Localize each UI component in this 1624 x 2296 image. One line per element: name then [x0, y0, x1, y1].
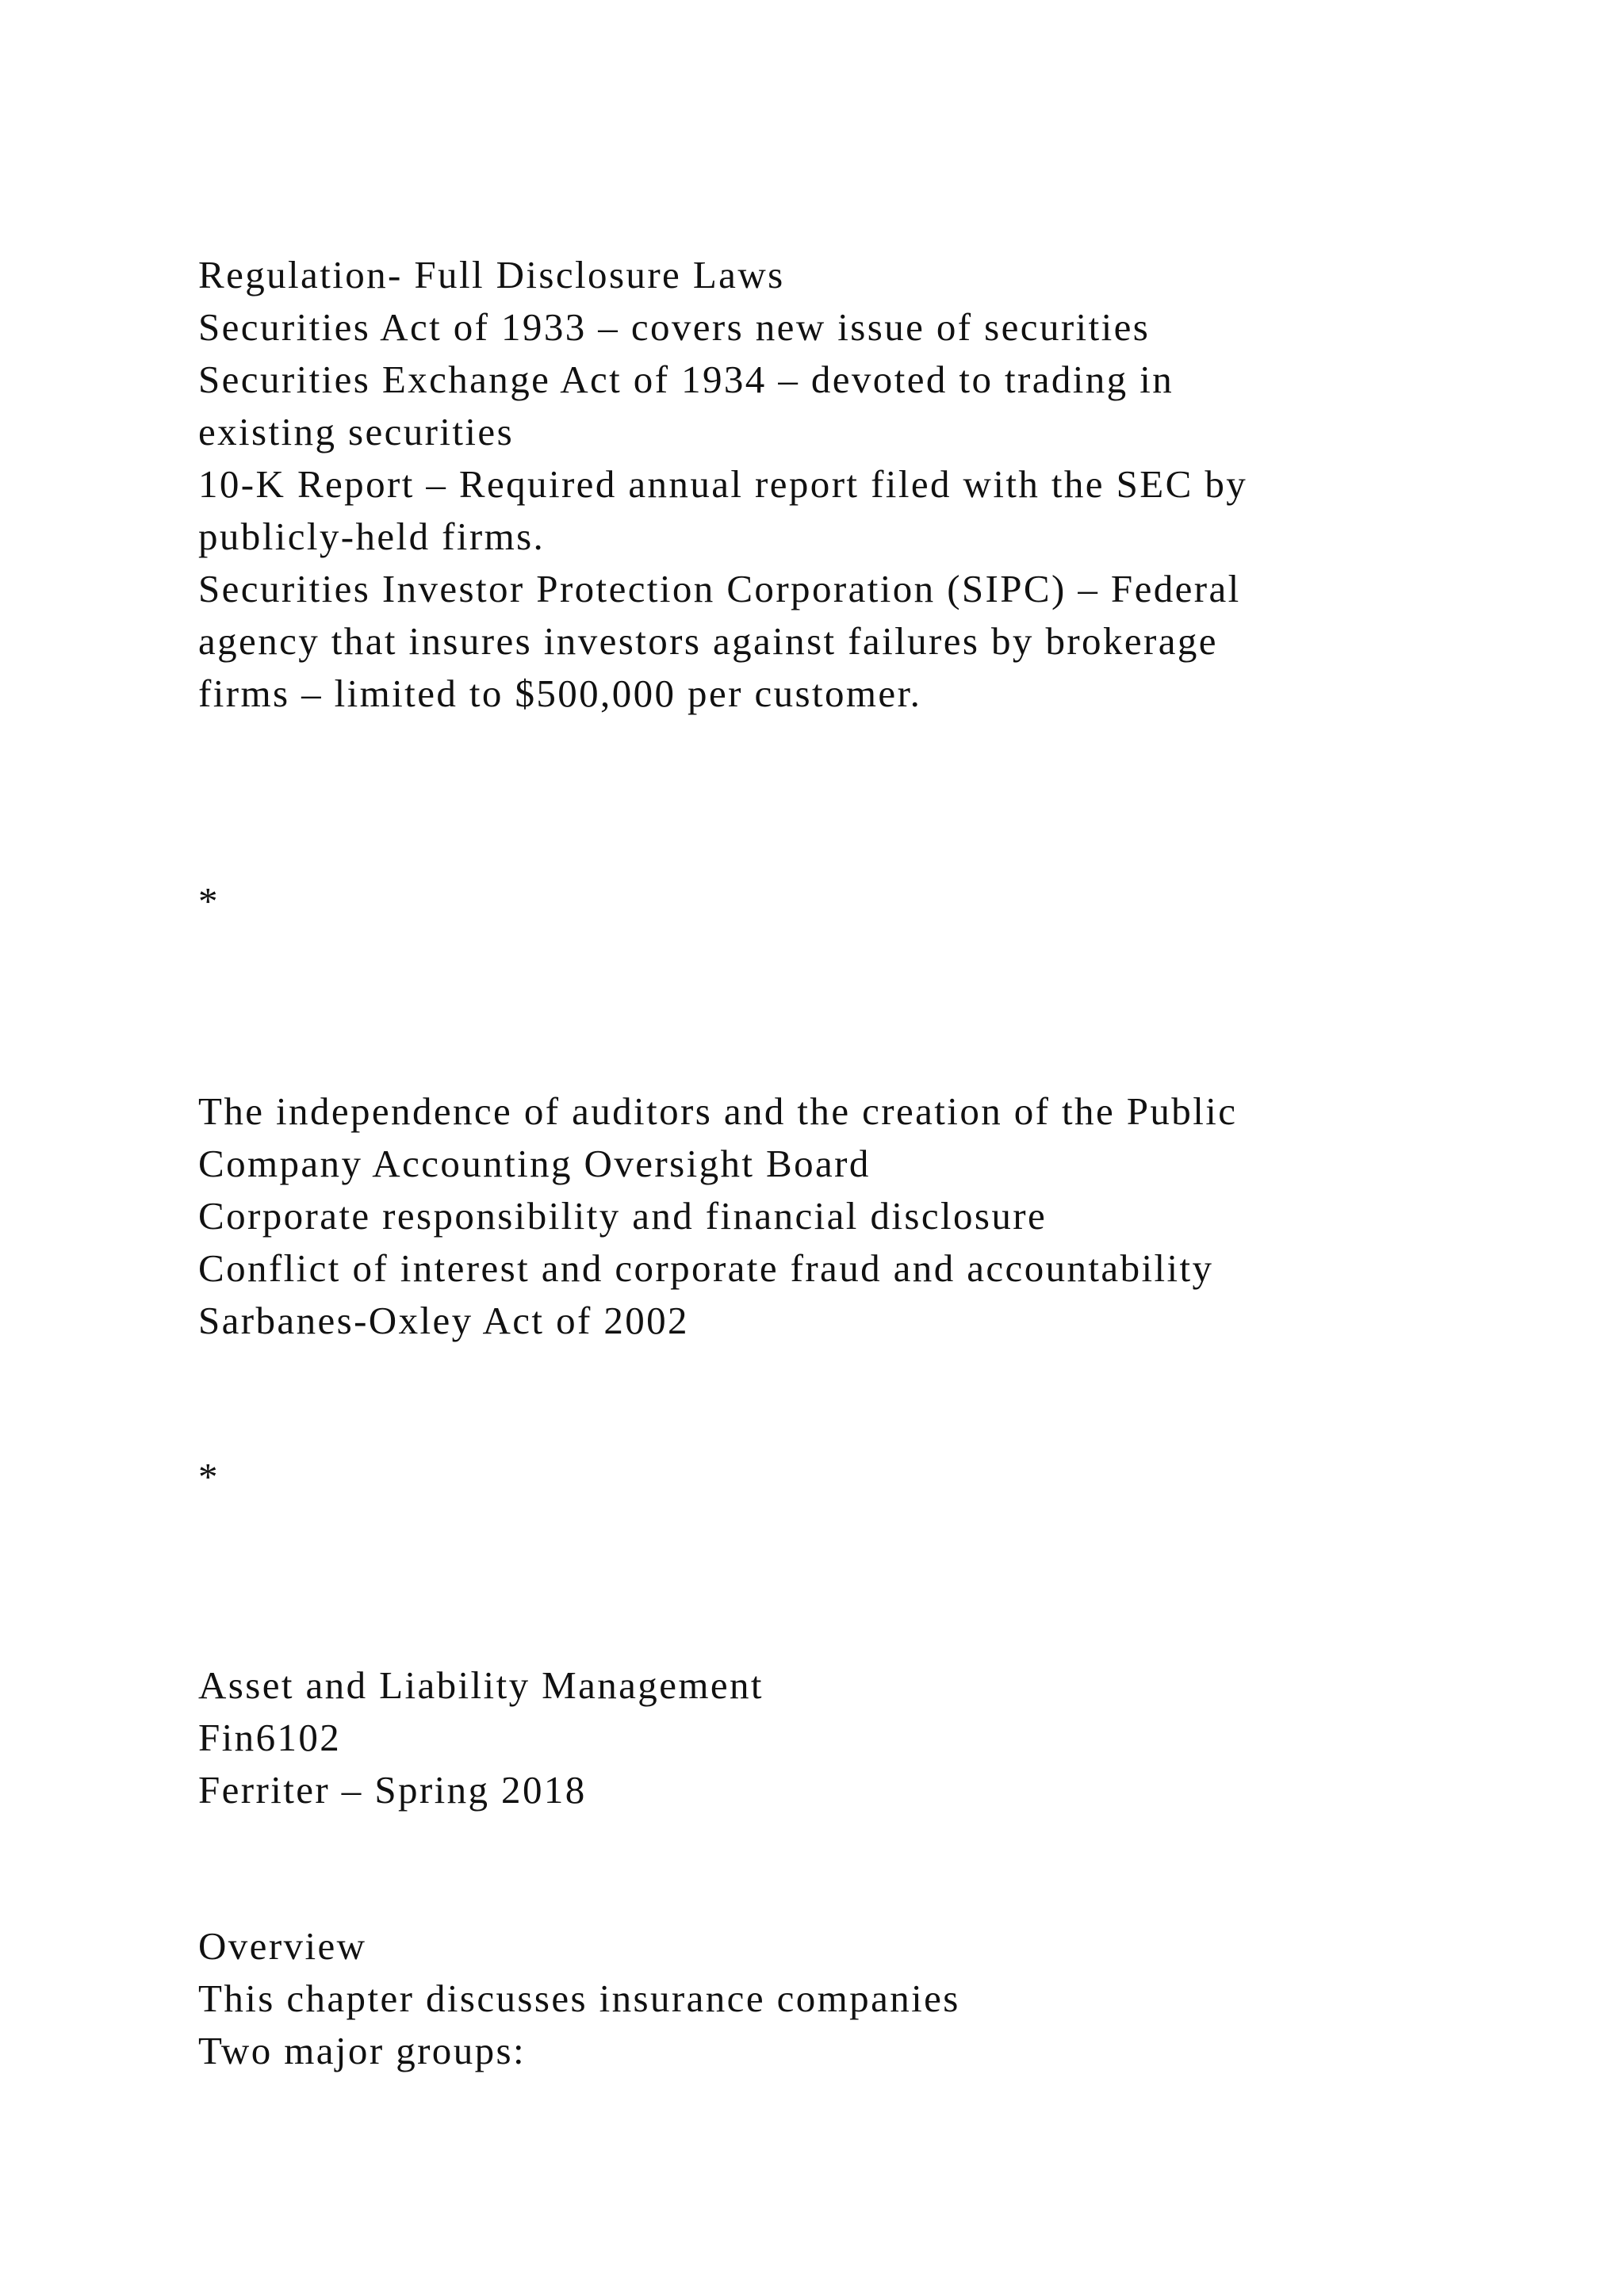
slide-separator-asterisk: * [198, 879, 220, 923]
text-line: firms – limited to $500,000 per customer. [198, 672, 922, 715]
text-line: Corporate responsibility and financial disclosure [198, 1194, 1048, 1238]
text-line: The independence of auditors and the creation of the Public [198, 1089, 1238, 1133]
text-line: Company Accounting Oversight Board [198, 1142, 871, 1185]
text-line: Securities Act of 1933 – covers new issue of securities [198, 305, 1151, 349]
slide-separator-asterisk: * [198, 1455, 220, 1498]
course-title: Asset and Liability Management [198, 1663, 764, 1707]
section-heading: Overview [198, 1924, 367, 1968]
course-term: Ferriter – Spring 2018 [198, 1768, 587, 1812]
text-line: publicly-held firms. [198, 515, 546, 558]
text-line: agency that insures investors against failures by brokerage [198, 619, 1218, 663]
text-line: Securities Exchange Act of 1934 – devoted to trading in [198, 358, 1174, 401]
text-line: Two major groups: [198, 2029, 526, 2072]
text-line: Securities Investor Protection Corporation (SIPC) – Federal [198, 567, 1241, 610]
course-code: Fin6102 [198, 1716, 342, 1759]
text-line: This chapter discusses insurance companies [198, 1976, 960, 2020]
text-line: existing securities [198, 410, 515, 453]
text-line: Regulation- Full Disclosure Laws [198, 253, 785, 297]
text-line: Conflict of interest and corporate fraud and accountability [198, 1246, 1214, 1290]
text-line: 10-K Report – Required annual report filed with the SEC by [198, 462, 1248, 506]
text-line: Sarbanes-Oxley Act of 2002 [198, 1299, 689, 1342]
